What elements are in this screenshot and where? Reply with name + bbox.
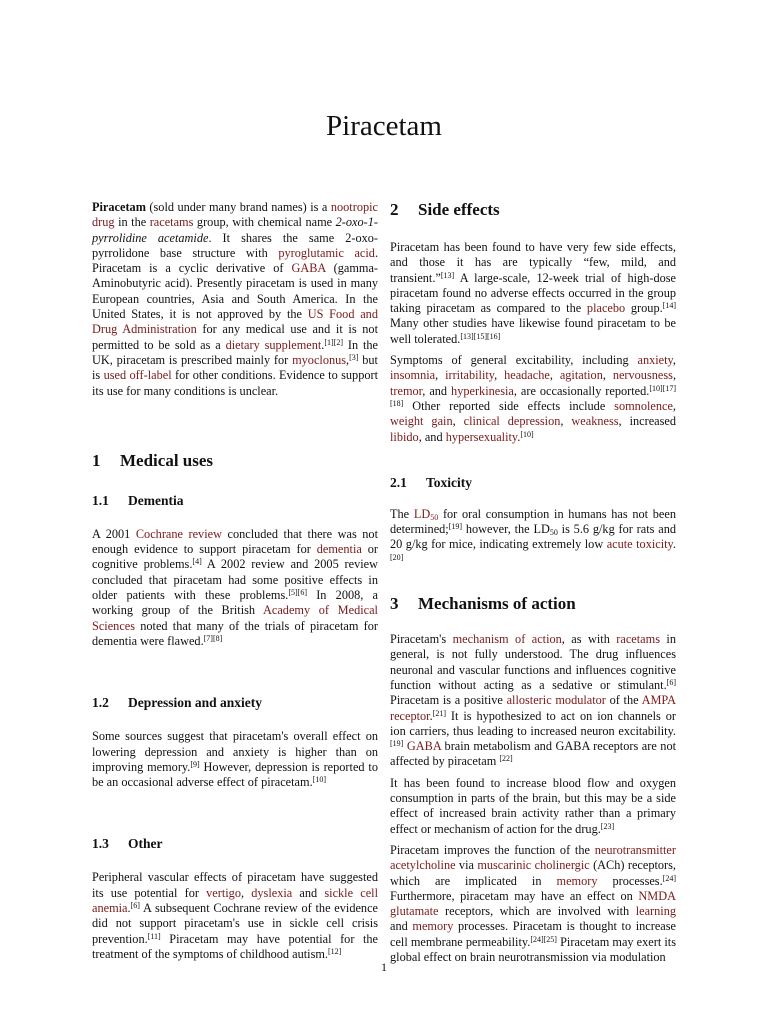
page-title: Piracetam xyxy=(326,110,442,142)
text-run: A large-scale, 12-week trial of high-dose piracetam found no adverse effects occurred in the group taking piracetam as compared to the xyxy=(390,270,676,316)
link-memory[interactable]: memory xyxy=(556,873,598,888)
text-run: receptors, which are involved with xyxy=(438,904,636,919)
text-run: Piracetam has been found to have very few side effects, and those it has are typically “few, mild, and transient.” xyxy=(390,240,676,285)
text-run: A subsequent Cochrane review of the evidence did not support piracetam's use in sickle cell crisis prevention. xyxy=(92,901,378,946)
text-run: , xyxy=(494,368,505,383)
text-run: . It shares the same 2-oxo-pyrrolidone base structure with xyxy=(92,230,379,260)
citation[interactable]: [12] xyxy=(328,946,342,956)
text-run: , xyxy=(560,414,572,429)
text-run: Some sources suggest that piracetam's overall effect on lowering depression and anxiety is higher than on improving memory. xyxy=(92,729,378,774)
mechanisms-paragraph-1 xyxy=(390,632,676,770)
text-run: In 2008, a working group of the British xyxy=(92,588,379,618)
text-run: Symptoms of general excitability, including xyxy=(390,353,638,368)
link-tremor[interactable]: tremor xyxy=(390,383,423,398)
text-run: , and xyxy=(418,429,446,444)
link-racetams[interactable]: racetams xyxy=(616,632,660,647)
text-run: , xyxy=(549,368,560,383)
citation[interactable]: [9] xyxy=(190,759,200,769)
text-run: , xyxy=(452,414,464,429)
link-ampa-receptor[interactable]: AMPA receptor xyxy=(390,693,677,723)
link-weight-gain[interactable]: weight gain xyxy=(390,414,453,429)
text-run: , xyxy=(435,368,446,383)
link-dyslexia[interactable]: dyslexia xyxy=(251,885,293,900)
link-hyperkinesia[interactable]: hyperkinesia xyxy=(451,383,514,398)
text-run: however, the LD xyxy=(462,522,550,537)
text-run: for any medical use and it is not permitted to be sold as a xyxy=(92,322,378,352)
text-run: It is hypothesized to act on ion channels or ion carriers, thus leading to increased neuron excitability. xyxy=(390,708,676,738)
text-run: , xyxy=(672,398,676,413)
link-dietary-supplement[interactable]: dietary supplement xyxy=(225,337,322,352)
text-run: . xyxy=(127,901,131,916)
subsection-number: 1.2 xyxy=(92,695,109,711)
link-placebo[interactable]: placebo xyxy=(586,301,626,316)
right-column xyxy=(390,200,676,965)
citation[interactable]: [3] xyxy=(349,352,359,362)
text-run: (gamma-Aminobutyric acid). Presently piracetam is used in many European countries, Asia and South America. In the United States, it is not approved by the xyxy=(92,261,379,322)
text-run: , xyxy=(240,885,252,900)
page-number: 1 xyxy=(381,960,387,974)
text-run: , xyxy=(346,352,350,367)
text-run: It has been found to increase blood flow and oxygen consumption in parts of the brain, but this may be a side effect of increased brain activity rather than a primary effect or mechanism of action for the drug. xyxy=(390,775,676,836)
link-racetams[interactable]: racetams xyxy=(149,215,194,230)
link-neurotransmitter-acetylcholine[interactable]: neurotransmitter acetylcholine xyxy=(390,842,676,873)
section-heading-side-effects xyxy=(390,200,676,220)
side-effects-paragraph-2 xyxy=(390,353,676,445)
subsection-number: 1.1 xyxy=(92,492,109,508)
citation[interactable]: [22] xyxy=(499,754,513,764)
text-run: LD xyxy=(413,506,431,521)
subsection-heading-dementia xyxy=(92,493,378,509)
text-run: A 2002 review and 2005 review concluded that piracetam had some positive effects in older patients with these problems. xyxy=(92,557,378,603)
text-run: Furthermore, piracetam may have an effect on xyxy=(390,888,639,903)
text-run: Many other studies have likewise found piracetam to be well tolerated. xyxy=(390,316,676,346)
text-run: Other xyxy=(128,836,163,852)
text-run: Side effects xyxy=(418,200,500,219)
other-paragraph xyxy=(92,870,378,962)
link-sickle-cell-anemia[interactable]: sickle cell anemia xyxy=(92,885,378,916)
text-run: In the UK, piracetam is prescribed mainly for xyxy=(92,337,378,367)
link-insomnia[interactable]: insomnia xyxy=(390,368,436,383)
text-run: and xyxy=(390,919,413,934)
text-run: . xyxy=(672,537,676,552)
text-run: The xyxy=(390,506,414,521)
citation[interactable]: [11] xyxy=(147,931,161,941)
text-run: Peripheral vascular effects of piracetam have suggested its use potential for xyxy=(92,870,378,900)
side-effects-paragraph-1 xyxy=(390,240,676,347)
citation[interactable]: [10] xyxy=(312,775,326,785)
link-fda[interactable]: US Food and Drug Administration xyxy=(92,307,378,337)
citation[interactable]: [19] xyxy=(448,522,463,532)
link-learning[interactable]: learning xyxy=(635,904,676,919)
text-run: , increased xyxy=(618,414,677,429)
text-run: Other reported side effects include xyxy=(403,398,615,413)
text-run: Piracetam's xyxy=(390,632,453,647)
link-anxiety[interactable]: anxiety xyxy=(637,353,673,368)
link-pyroglutamic-acid[interactable]: pyroglutamic acid xyxy=(278,245,375,260)
link-headache[interactable]: headache xyxy=(504,368,550,383)
subsection-heading-depression xyxy=(92,695,378,711)
section-number: 3 xyxy=(390,594,399,614)
link-myoclonus[interactable]: myoclonus xyxy=(292,352,347,367)
section-number: 2 xyxy=(390,200,399,219)
citation[interactable]: [7][8] xyxy=(203,633,223,643)
citation[interactable]: [13] xyxy=(440,270,455,280)
text-run: is 5.6 g/kg for rats and 20 g/kg for mice, indicating extremely low xyxy=(390,522,676,552)
mechanisms-paragraph-2 xyxy=(390,776,676,837)
text-run: . xyxy=(517,429,521,444)
link-irritability[interactable]: irritability xyxy=(445,368,495,383)
link-dementia[interactable]: dementia xyxy=(316,542,362,557)
text-run: Piracetam may have potential for the treatment of the symptoms of childhood autism. xyxy=(92,931,378,961)
link-hypersexuality[interactable]: hypersexuality xyxy=(445,429,518,444)
citation[interactable]: [24] xyxy=(662,873,676,883)
text-run: group, with chemical name xyxy=(193,215,336,230)
text-run: Dementia xyxy=(128,492,184,508)
link-allosteric-modulator[interactable]: allosteric modulator xyxy=(506,693,606,708)
text-run: , are occasionally reported. xyxy=(513,383,650,398)
link-vertigo[interactable]: vertigo xyxy=(206,885,241,900)
text-run: concluded that there was not enough evidence to support piracetam for xyxy=(92,526,378,557)
subsection-heading-toxicity xyxy=(390,475,676,491)
text-run: , as with xyxy=(561,632,617,647)
citation[interactable]: [13][15][16] xyxy=(460,331,501,341)
link-nmda-glutamate[interactable]: NMDA glutamate xyxy=(390,888,676,919)
link-muscarinic-cholinergic[interactable]: muscarinic cholinergic xyxy=(477,858,590,873)
text-run: , and xyxy=(422,383,452,398)
text-run: Depression and anxiety xyxy=(128,695,263,711)
text-run: , xyxy=(672,353,676,368)
text-run: Piracetam improves the function of the xyxy=(390,842,595,857)
section-heading-medical-uses xyxy=(92,451,378,471)
link-cochrane-review[interactable]: Cochrane review xyxy=(135,526,222,541)
text-run: Toxicity xyxy=(426,474,473,490)
link-weakness[interactable]: weakness xyxy=(571,414,619,429)
intro-paragraph xyxy=(92,200,378,399)
subsection-heading-other xyxy=(92,836,378,852)
text-run: Piracetam is a positive xyxy=(390,693,507,708)
text-run: via xyxy=(455,858,478,873)
link-nootropic-drug[interactable]: nootropic drug xyxy=(92,200,378,230)
text-run: in general, is not fully understood. The drug influences neuronal and vascular functions and influences cognitive function without acting as a sedative or stimulant. xyxy=(390,632,676,692)
text-run: A 2001 xyxy=(92,526,136,541)
link-memory[interactable]: memory xyxy=(412,919,454,934)
subscript: 50 xyxy=(430,512,439,522)
link-academy-medical-sciences[interactable]: Academy of Medical Sciences xyxy=(92,603,378,633)
link-mechanism-of-action[interactable]: mechanism of action xyxy=(452,632,562,647)
text-run: Medical uses xyxy=(120,450,214,470)
link-off-label[interactable]: used off-label xyxy=(103,368,172,383)
chemical-name: 2-oxo-1-pyrrolidine acetamide xyxy=(92,215,378,245)
link-somnolence[interactable]: somnolence xyxy=(614,398,673,413)
text-run: . xyxy=(321,337,325,352)
citation[interactable]: [4] xyxy=(192,557,202,567)
mechanisms-paragraph-3 xyxy=(390,843,676,965)
text-run: in the xyxy=(114,215,150,230)
text-run: Mechanisms of action xyxy=(418,594,576,614)
article-term: Piracetam xyxy=(92,200,146,214)
dementia-paragraph xyxy=(92,527,378,649)
subsection-number: 1.3 xyxy=(92,836,109,852)
citation[interactable]: [10][17][18] xyxy=(390,383,677,408)
citation[interactable]: [14] xyxy=(662,301,676,311)
citation[interactable]: [21] xyxy=(432,708,447,718)
link-agitation[interactable]: agitation xyxy=(559,368,603,383)
left-column xyxy=(92,200,378,962)
text-run: for other conditions. Evidence to support its use for many conditions is unclear. xyxy=(92,368,379,398)
text-run: processes. Piracetam is thought to increase cell membrane permeability. xyxy=(390,919,676,949)
citation[interactable]: [24][25] xyxy=(530,934,557,944)
depression-paragraph xyxy=(92,729,378,790)
text-run: However, depression is reported to be an occasional adverse effect of piracetam. xyxy=(92,759,378,790)
subsection-number: 2.1 xyxy=(390,474,407,490)
text-run: Piracetam may exert its global effect on brain neurotransmission via modulation xyxy=(390,934,676,964)
subscript: 50 xyxy=(549,528,558,538)
text-run: . xyxy=(429,708,433,723)
text-run: (ACh) receptors, which are implicated in xyxy=(390,858,676,888)
citation[interactable]: [5][6] xyxy=(288,588,307,598)
link-gaba[interactable]: GABA xyxy=(291,261,326,276)
citation[interactable]: [20] xyxy=(390,552,404,562)
text-run: , xyxy=(602,368,613,383)
text-run: group. xyxy=(625,301,663,316)
text-run: of the xyxy=(605,693,642,708)
text-run: brain metabolism and GABA receptors are not affected by piracetam xyxy=(390,739,677,769)
text-run: but is xyxy=(92,352,378,383)
text-run: and xyxy=(292,885,325,900)
text-run: or cognitive problems. xyxy=(92,542,379,572)
text-run: . Piracetam is a cyclic derivative of xyxy=(92,245,379,276)
link-ld50[interactable] xyxy=(414,507,438,521)
text-run: for oral consumption in humans has not been determined; xyxy=(390,506,676,537)
link-nervousness[interactable]: nervousness xyxy=(612,368,673,383)
link-gaba[interactable]: GABA xyxy=(406,739,442,754)
link-acute-toxicity[interactable]: acute toxicity xyxy=(606,537,673,552)
text-run: (sold under many brand names) is a xyxy=(145,200,331,214)
citation[interactable]: [19] xyxy=(390,739,404,749)
citation[interactable]: [6] xyxy=(130,901,140,911)
citation[interactable]: [1][2] xyxy=(324,337,344,347)
section-number: 1 xyxy=(92,450,101,470)
text-run: noted that many of the trials of piracetam for dementia were flawed. xyxy=(92,618,378,648)
section-heading-mechanisms xyxy=(390,594,676,614)
text-run: processes. xyxy=(597,873,663,888)
text-run: , xyxy=(672,368,677,383)
link-clinical-depression[interactable]: clinical depression xyxy=(463,414,561,429)
citation[interactable]: [6] xyxy=(666,677,676,687)
citation[interactable]: [10] xyxy=(520,429,534,439)
citation[interactable]: [23] xyxy=(600,821,615,831)
link-libido[interactable]: libido xyxy=(390,429,419,444)
toxicity-paragraph xyxy=(390,507,676,568)
